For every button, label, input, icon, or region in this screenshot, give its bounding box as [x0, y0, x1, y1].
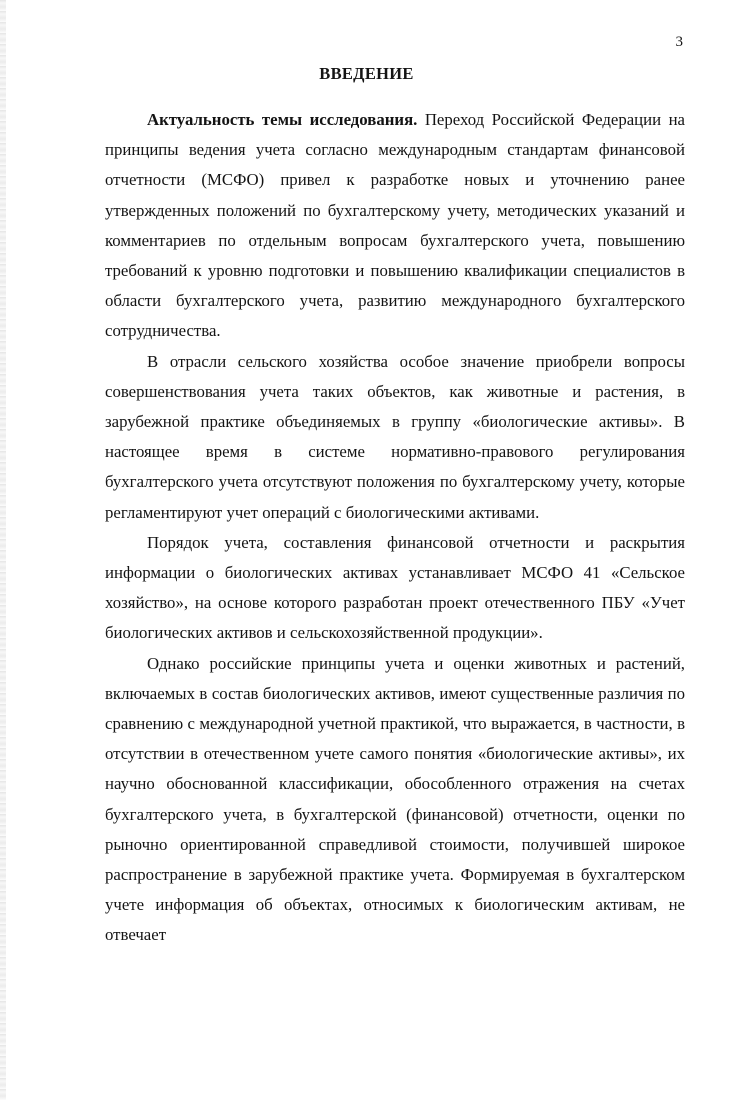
paragraph-2 — [105, 347, 685, 528]
paragraph-lead: Актуальность темы исследования. — [147, 110, 418, 129]
scan-edge — [0, 0, 6, 1100]
paragraph-text: В отрасли сельского хозяйства особое значение приобрели вопросы совершенствования учета таких объектов, как животные и растения, в зарубежной практике объединяемых в группу «биологические активы». В настоящее время в системе нормативно-правового регулирования бухгалтерского учета отсутствуют положения по бухгалтерскому учету, которые регламентируют учет операций с биологическими активами. — [105, 351, 685, 522]
paragraph-text: Порядок учета, составления финансовой отчетности и раскрытия информации о биологических активах устанавливает МСФО 41 «Сельское хозяйство», на основе которого разработан проект отечественного ПБУ «Учет биологических активов и сельскохозяйственной продукции». — [105, 532, 685, 643]
paragraph-text: Однако российские принципы учета и оценки животных и растений, включаемых в состав биологических активов, имеют существенные различия по сравнению с международной учетной практикой, что выражается, в частности, в отсутствии в отечественном учете самого понятия «биологические активы», их научно обоснованной классификации, обособленного отражения на счетах бухгалтерского учета, в бухгалтерской (финансовой) отчетности, оценки по рыночно ориентированной справедливой стоимости, получившей широкое распространение в зарубежной практике учета. Формируемая в бухгалтерском учете информация об объектах, относимых к биологическим активам, не отвечает — [105, 653, 685, 945]
paragraph-3 — [105, 528, 685, 649]
paragraph-text: Переход Российской Федерации на принципы ведения учета согласно международным стандартам финансовой отчетности (МСФО) привел к разработке новых и уточнению ранее утвержденных положений по бухгалтерскому учету, методических указаний и комментариев по отдельным вопросам бухгалтерского учета, повышению требований к уровню подготовки и повышению квалификации специалистов в области бухгалтерского учета, развитию международного бухгалтерского сотрудничества. — [105, 110, 686, 341]
paragraph-4 — [105, 649, 685, 951]
paragraph-1 — [105, 105, 685, 347]
page-number: 3 — [675, 34, 683, 50]
section-heading: ВВЕДЕНИЕ — [319, 64, 414, 83]
body-text — [105, 105, 685, 951]
